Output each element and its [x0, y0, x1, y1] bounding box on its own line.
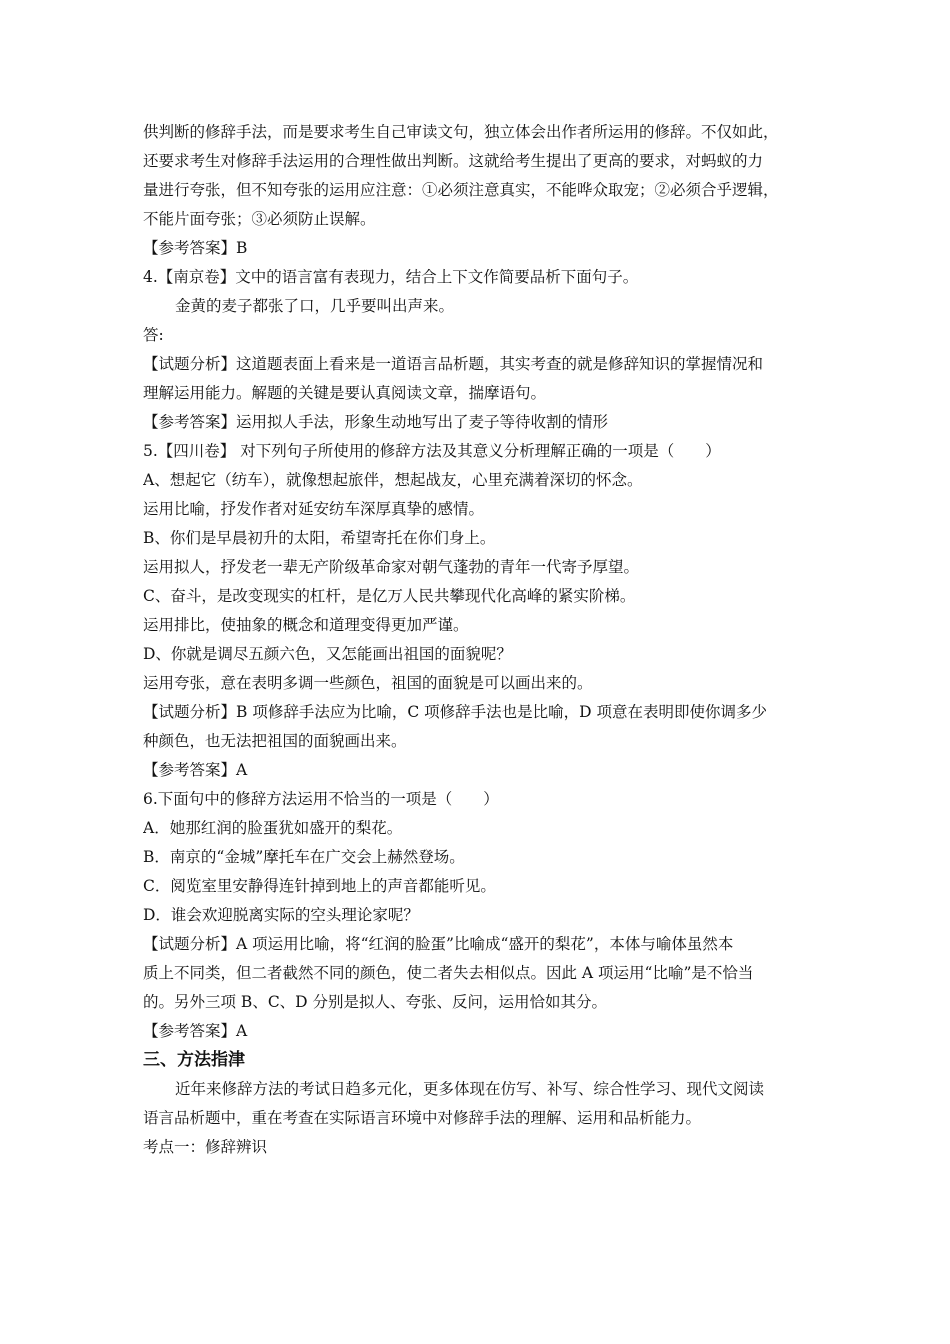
- section-heading: 三、方法指津: [143, 1050, 245, 1070]
- text-line: 运用拟人，抒发老一辈无产阶级革命家对朝气蓬勃的青年一代寄予厚望。: [143, 558, 640, 576]
- text-line: 【参考答案】A: [143, 761, 248, 779]
- text-line: B．南京的“金城”摩托车在广交会上赫然登场。: [143, 848, 465, 866]
- text-line: 6.下面句中的修辞方法运用不恰当的一项是（ ）: [143, 790, 499, 808]
- text-line: 答:: [143, 326, 164, 344]
- text-line: 【参考答案】A: [143, 1022, 248, 1040]
- text-line: 金黄的麦子都张了口，几乎要叫出声来。: [175, 297, 455, 315]
- text-line: 5.【四川卷】 对下列句子所使用的修辞方法及其意义分析理解正确的一项是（ ）: [143, 442, 721, 460]
- text-line: D．谁会欢迎脱离实际的空头理论家呢？: [143, 906, 419, 924]
- text-line: 【试题分析】A 项运用比喻，将“红润的脸蛋”比喻成“盛开的梨花”，本体与喻体虽然本: [143, 935, 734, 953]
- text-line: 运用排比，使抽象的概念和道理变得更加严谨。: [143, 616, 469, 634]
- text-line: D、你就是调尽五颜六色，又怎能画出祖国的面貌呢？: [143, 645, 512, 663]
- text-line: 质上不同类，但二者截然不同的颜色，使二者失去相似点。因此 A 项运用“比喻”是不恰当: [143, 964, 754, 982]
- text-line: 不能片面夸张；③必须防止误解。: [143, 210, 376, 228]
- text-line: 近年来修辞方法的考试日趋多元化，更多体现在仿写、补写、综合性学习、现代文阅读: [175, 1080, 765, 1098]
- text-line: 供判断的修辞手法，而是要求考生自己审读文句，独立体会出作者所运用的修辞。不仅如此，: [143, 123, 779, 141]
- text-line: 运用比喻，抒发作者对延安纺车深厚真挚的感情。: [143, 500, 485, 518]
- text-line: 【参考答案】B: [143, 239, 248, 257]
- text-line: 的。另外三项 B、C、D 分别是拟人、夸张、反问，运用恰如其分。: [143, 993, 608, 1011]
- text-line: 还要求考生对修辞手法运用的合理性做出判断。这就给考生提出了更高的要求，对蚂蚁的力: [143, 152, 764, 170]
- text-line: 种颜色，也无法把祖国的面貌画出来。: [143, 732, 407, 750]
- text-line: A．她那红润的脸蛋犹如盛开的梨花。: [143, 819, 403, 837]
- text-line: A、想起它（纺车），就像想起旅伴，想起战友，心里充满着深切的怀念。: [143, 471, 643, 489]
- text-line: 【参考答案】运用拟人手法，形象生动地写出了麦子等待收割的情形: [143, 413, 609, 431]
- text-line: 【试题分析】这道题表面上看来是一道语言品析题，其实考查的就是修辞知识的掌握情况和: [143, 355, 764, 373]
- text-line: 【试题分析】B 项修辞手法应为比喻，C 项修辞手法也是比喻，D 项意在表明即使你调多少: [143, 703, 767, 721]
- text-line: 理解运用能力。解题的关键是要认真阅读文章，揣摩语句。: [143, 384, 547, 402]
- text-line: 语言品析题中，重在考查在实际语言环境中对修辞手法的理解、运用和品析能力。: [143, 1109, 702, 1127]
- text-line: C．阅览室里安静得连针掉到地上的声音都能听见。: [143, 877, 496, 895]
- text-line: 运用夸张，意在表明多调一些颜色，祖国的面貌是可以画出来的。: [143, 674, 593, 692]
- document-body: [143, 118, 813, 1162]
- text-line: C、奋斗，是改变现实的杠杆，是亿万人民共攀现代化高峰的紧实阶梯。: [143, 587, 636, 605]
- text-line: B、你们是早晨初升的太阳，希望寄托在你们身上。: [143, 529, 496, 547]
- text-line: 4.【南京卷】文中的语言富有表现力，结合上下文作简要品析下面句子。: [143, 268, 639, 286]
- text-line: 考点一：修辞辨识: [143, 1138, 268, 1156]
- text-line: 量进行夸张，但不知夸张的运用应注意：①必须注意真实，不能哗众取宠；②必须合乎逻辑，: [143, 181, 779, 199]
